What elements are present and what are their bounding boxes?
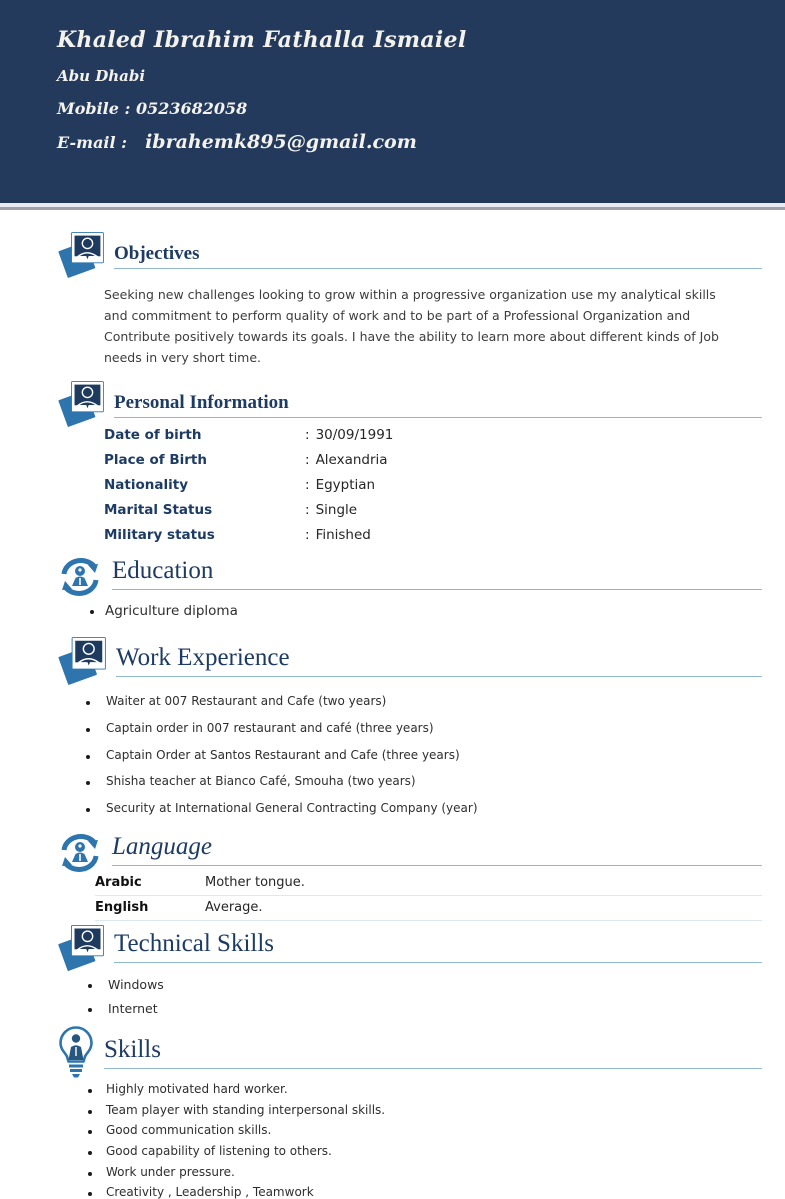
language-row — [95, 896, 762, 922]
education-title-underline — [112, 557, 762, 590]
personal-info-row — [104, 497, 762, 522]
language-heading — [55, 829, 762, 866]
work-heading — [55, 634, 762, 677]
personal-heading — [55, 379, 762, 418]
photo-badge-icon — [55, 379, 107, 429]
personal-info-row — [104, 423, 762, 448]
section-technical-skills — [55, 922, 762, 1016]
info-colon: : — [305, 427, 310, 444]
work-experience-item: Security at International General Contracting Company (year) — [86, 801, 762, 815]
language-label: English — [95, 900, 149, 916]
info-label: Military status — [104, 526, 215, 543]
education-list — [90, 603, 762, 619]
personal-info-row — [104, 448, 762, 473]
skill-item: Team player with standing interpersonal skills. — [88, 1103, 762, 1117]
mobile-label: Mobile : — [57, 99, 131, 118]
info-value: 30/09/1991 — [315, 427, 394, 444]
skill-item: Highly motivated hard worker. — [88, 1082, 762, 1096]
info-value: Alexandria — [315, 452, 388, 469]
language-title: Language — [112, 833, 212, 861]
section-personal-information — [55, 379, 762, 547]
info-colon: : — [305, 452, 310, 469]
skills-title: Skills — [104, 1036, 161, 1064]
skill-item: Good communication skills. — [88, 1123, 762, 1137]
info-label: Marital Status — [104, 501, 213, 518]
work-experience-item: Captain Order at Santos Restaurant and Cafe (three years) — [86, 748, 762, 762]
photo-badge-icon — [55, 634, 109, 688]
work-experience-item: Captain order in 007 restaurant and café (three years) — [86, 721, 762, 735]
technical-skill-item: Internet — [88, 1001, 762, 1016]
skill-item: Good capability of listening to others. — [88, 1144, 762, 1158]
info-value: Egyptian — [315, 476, 376, 493]
header-divider — [0, 203, 785, 213]
language-row — [95, 870, 762, 896]
mobile-number: 0523682058 — [135, 99, 248, 118]
email-address: ibrahemk895@gmail.com — [145, 131, 417, 153]
section-work-experience — [55, 634, 762, 815]
work-experience-item: Waiter at 007 Restaurant and Cafe (two years) — [86, 694, 762, 708]
personal-info-table — [104, 423, 762, 547]
personal-title-underline — [114, 392, 762, 418]
education-heading — [55, 553, 762, 590]
candidate-city: Abu Dhabi — [57, 67, 146, 85]
section-language — [55, 829, 762, 921]
email-line — [57, 131, 765, 153]
technical-title-underline — [114, 930, 762, 963]
skill-item: Work under pressure. — [88, 1165, 762, 1179]
language-level: Average. — [205, 900, 263, 916]
info-label: Nationality — [104, 476, 188, 493]
objectives-title: Objectives — [114, 243, 200, 265]
info-label: Place of Birth — [104, 452, 207, 469]
personal-info-row — [104, 473, 762, 498]
work-experience-list — [86, 694, 762, 815]
education-item: Agriculture diploma — [90, 603, 762, 619]
objectives-heading — [55, 230, 762, 269]
section-skills — [55, 1025, 762, 1199]
email-label: E-mail : — [57, 133, 128, 152]
header — [0, 0, 785, 203]
info-colon: : — [305, 501, 310, 518]
work-experience-item: Shisha teacher at Bianco Café, Smouha (two years) — [86, 774, 762, 788]
info-value: Single — [315, 501, 358, 518]
section-education — [55, 553, 762, 619]
personal-info-row — [104, 522, 762, 547]
language-title-underline — [112, 833, 762, 866]
skills-title-underline — [104, 1036, 762, 1069]
photo-badge-icon — [55, 230, 107, 280]
person-refresh-icon — [55, 829, 105, 877]
technical-skills-list — [88, 977, 762, 1016]
photo-badge-icon — [55, 922, 107, 974]
personal-title: Personal Information — [114, 392, 289, 414]
skill-item: Creativity , Leadership , Teamwork — [88, 1185, 762, 1199]
person-refresh-icon — [55, 553, 105, 601]
objectives-title-underline — [114, 243, 762, 269]
info-label: Date of birth — [104, 427, 202, 444]
info-colon: : — [305, 526, 310, 543]
info-colon: : — [305, 476, 310, 493]
mobile-line — [57, 99, 765, 118]
language-level: Mother tongue. — [205, 874, 305, 890]
section-objectives — [55, 230, 762, 368]
technical-skill-item: Windows — [88, 977, 762, 992]
objectives-text: Seeking new challenges looking to grow within a progressive organization use my analytical skills and commitment to perform quality of work and to be part of a Professional Organization and Contribute positively towards its goals. I have the ability to learn more about different kinds of Job needs in very short time. — [104, 287, 719, 365]
education-title: Education — [112, 557, 214, 585]
skills-list — [88, 1082, 762, 1199]
work-title-underline — [116, 644, 762, 677]
work-title: Work Experience — [116, 644, 290, 672]
candidate-name: Khaled Ibrahim Fathalla Ismaiel — [57, 27, 467, 53]
technical-heading — [55, 922, 762, 963]
info-value: Finished — [315, 526, 371, 543]
resume-body — [0, 230, 785, 1199]
language-table — [95, 870, 762, 921]
skills-heading — [55, 1025, 762, 1069]
person-bulb-icon — [55, 1025, 97, 1080]
language-label: Arabic — [95, 874, 142, 890]
technical-title: Technical Skills — [114, 930, 275, 958]
